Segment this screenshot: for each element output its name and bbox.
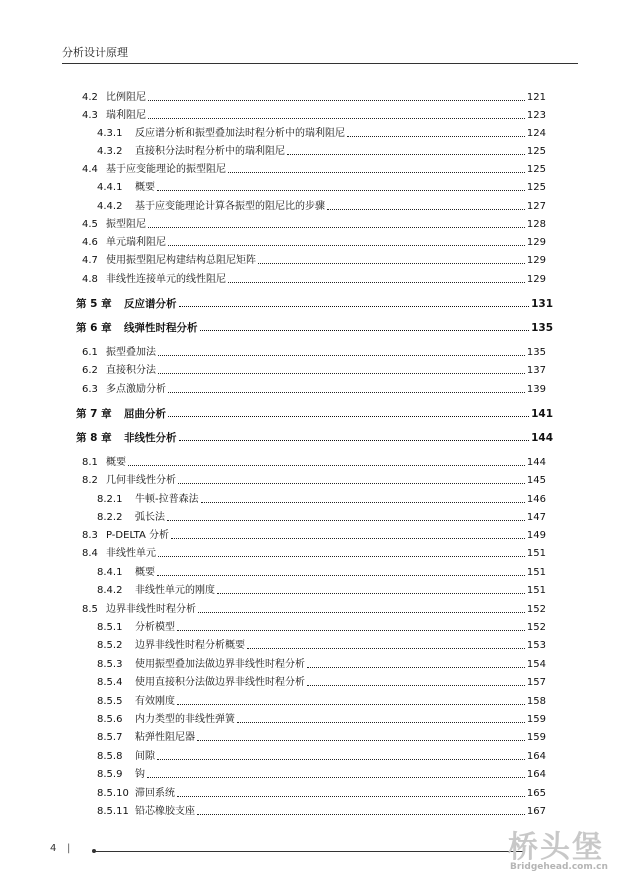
toc-title: 铅芯橡胶支座 (135, 806, 195, 817)
toc-leader-dots (177, 630, 525, 631)
toc-row[interactable] (82, 471, 546, 487)
toc-row[interactable] (97, 508, 546, 524)
toc-leader-dots (217, 593, 525, 594)
toc-leader-dots (158, 373, 525, 374)
toc-number: 8.4.2 (97, 585, 123, 596)
toc-number: 4.6 (82, 237, 98, 248)
toc-number: 8.5.10 (97, 788, 129, 799)
toc-title: 非线性单元 (106, 548, 156, 559)
toc-leader-dots (179, 306, 530, 307)
toc-leader-dots (327, 209, 525, 210)
toc-leader-dots (178, 483, 525, 484)
toc-page-number: 129 (526, 255, 546, 266)
footer-page-number: 4 (50, 843, 57, 854)
toc-row[interactable] (97, 178, 546, 194)
toc-row[interactable] (97, 124, 546, 140)
header-rule (62, 63, 578, 64)
toc-row[interactable] (82, 106, 546, 122)
toc-title: 反应谱分析 (124, 298, 177, 310)
toc-title: 振型阻尼 (106, 219, 146, 230)
toc-page-number: 135 (526, 347, 546, 358)
toc-number: 4.4.2 (97, 201, 123, 212)
toc-number: 4.2 (82, 92, 98, 103)
toc-leader-dots (167, 520, 525, 521)
toc-page-number: 146 (526, 494, 546, 505)
toc-page-number: 158 (526, 696, 546, 707)
toc-leader-dots (148, 100, 525, 101)
toc-row[interactable] (97, 197, 546, 213)
toc-leader-dots (168, 392, 525, 393)
toc-title: 间隙 (135, 751, 155, 762)
toc-page-number: 159 (526, 732, 546, 743)
toc-number: 8.5.3 (97, 659, 123, 670)
toc-title: 直接积分法 (106, 365, 156, 376)
toc-title: 非线性分析 (124, 432, 177, 444)
toc-page-number: 153 (526, 640, 546, 651)
toc-page-number: 151 (526, 585, 546, 596)
toc-leader-dots (201, 502, 525, 503)
toc-number: 8.5.5 (97, 696, 123, 707)
toc-title: 概要 (135, 182, 155, 193)
toc-number: 8.5 (82, 604, 98, 615)
toc-number: 8.5.6 (97, 714, 123, 725)
toc-title: 使用振型阻尼构建结构总阻尼矩阵 (106, 255, 256, 266)
toc-title: 弧长法 (135, 512, 165, 523)
toc-leader-dots (197, 740, 525, 741)
toc-page-number: 124 (526, 128, 546, 139)
toc-page-number: 152 (526, 622, 546, 633)
toc-page-number: 164 (526, 769, 546, 780)
toc-page-number: 131 (531, 298, 553, 310)
toc-title: 瑞利阻尼 (106, 110, 146, 121)
toc-leader-dots (228, 172, 525, 173)
toc-page-number: 129 (526, 274, 546, 285)
toc-title: 非线性单元的刚度 (135, 585, 215, 596)
watermark-logo (508, 822, 618, 878)
toc-number: 8.5.1 (97, 622, 123, 633)
toc-row[interactable] (82, 526, 546, 542)
toc-number: 8.1 (82, 457, 98, 468)
toc-page-number: 125 (526, 164, 546, 175)
toc-title: 单元瑞利阻尼 (106, 237, 166, 248)
toc-chapter-row[interactable] (76, 318, 553, 334)
toc-number: 4.8 (82, 274, 98, 285)
toc-row[interactable] (82, 600, 546, 616)
toc-leader-dots (171, 538, 525, 539)
toc-page-number: 141 (531, 408, 553, 420)
toc-number: 6.2 (82, 365, 98, 376)
toc-row[interactable] (97, 784, 546, 800)
toc-row[interactable] (82, 233, 546, 249)
toc-row[interactable] (82, 453, 546, 469)
toc-title: 线弹性时程分析 (124, 322, 198, 334)
toc-leader-dots (147, 777, 525, 778)
toc-page-number: 135 (531, 322, 553, 334)
toc-leader-dots (148, 227, 525, 228)
toc-row[interactable] (82, 251, 546, 267)
toc-title: 非线性连接单元的线性阻尼 (106, 274, 226, 285)
toc-number: 8.5.8 (97, 751, 123, 762)
toc-page-number: 128 (526, 219, 546, 230)
toc-page-number: 127 (526, 201, 546, 212)
toc-number: 4.4 (82, 164, 98, 175)
toc-title: 使用振型叠加法做边界非线性时程分析 (135, 659, 305, 670)
toc-leader-dots (157, 575, 525, 576)
toc-leader-dots (158, 355, 525, 356)
toc-leader-dots (177, 796, 525, 797)
toc-title: 多点激励分析 (106, 384, 166, 395)
toc-page-number: 144 (526, 457, 546, 468)
toc-leader-dots (198, 612, 525, 613)
toc-row[interactable] (82, 361, 546, 377)
toc-title: 几何非线性分析 (106, 475, 176, 486)
toc-page-number: 129 (526, 237, 546, 248)
toc-page-number: 164 (526, 751, 546, 762)
toc-leader-dots (258, 263, 525, 264)
toc-number: 6.3 (82, 384, 98, 395)
toc-number: 第 7 章 (76, 408, 112, 420)
toc-title: 基于应变能理论的振型阻尼 (106, 164, 226, 175)
toc-row[interactable] (82, 88, 546, 104)
toc-number: 第 8 章 (76, 432, 112, 444)
toc-title: 概要 (135, 567, 155, 578)
toc-page-number: 121 (526, 92, 546, 103)
toc-title: 直接积分法时程分析中的瑞利阻尼 (135, 146, 285, 157)
toc-leader-dots (247, 648, 525, 649)
toc-number: 8.5.4 (97, 677, 123, 688)
toc-title: 基于应变能理论计算各振型的阻尼比的步骤 (135, 201, 325, 212)
toc-row[interactable] (97, 655, 546, 671)
toc-leader-dots (128, 465, 525, 466)
toc-row[interactable] (97, 618, 546, 634)
toc-leader-dots (168, 245, 525, 246)
toc-row[interactable] (97, 765, 546, 781)
toc-leader-dots (168, 416, 529, 417)
toc-page-number: 147 (526, 512, 546, 523)
toc-leader-dots (179, 440, 530, 441)
toc-leader-dots (228, 282, 525, 283)
toc-page-number: 123 (526, 110, 546, 121)
toc-row[interactable] (82, 160, 546, 176)
toc-page-number: 144 (531, 432, 553, 444)
toc-number: 8.2.2 (97, 512, 123, 523)
toc-number: 8.4 (82, 548, 98, 559)
toc-leader-dots (347, 136, 525, 137)
toc-number: 4.3.1 (97, 128, 123, 139)
toc-page-number: 125 (526, 182, 546, 193)
toc-row[interactable] (97, 673, 546, 689)
toc-row[interactable] (97, 581, 546, 597)
toc-chapter-row[interactable] (76, 404, 553, 420)
toc-number: 第 5 章 (76, 298, 112, 310)
toc-number: 4.7 (82, 255, 98, 266)
toc-row[interactable] (97, 142, 546, 158)
watermark-text: 桥头堡 (508, 830, 604, 865)
toc-row[interactable] (97, 490, 546, 506)
footer-rule (94, 851, 524, 852)
toc-row[interactable] (82, 544, 546, 560)
toc-page-number: 159 (526, 714, 546, 725)
toc-page-number: 139 (526, 384, 546, 395)
toc-page-number: 167 (526, 806, 546, 817)
toc-row[interactable] (97, 563, 546, 579)
toc-number: 8.5.7 (97, 732, 123, 743)
toc-title: 使用直接积分法做边界非线性时程分析 (135, 677, 305, 688)
toc-page-number: 137 (526, 365, 546, 376)
toc-row[interactable] (82, 215, 546, 231)
toc-leader-dots (158, 556, 525, 557)
toc-number: 4.4.1 (97, 182, 123, 193)
toc-title: 振型叠加法 (106, 347, 156, 358)
toc-page-number: 149 (526, 530, 546, 541)
toc-title: 屈曲分析 (124, 408, 166, 420)
toc-page-number: 157 (526, 677, 546, 688)
toc-leader-dots (148, 118, 525, 119)
toc-number: 8.2.1 (97, 494, 123, 505)
toc-number: 6.1 (82, 347, 98, 358)
toc-leader-dots (307, 667, 525, 668)
toc-leader-dots (200, 330, 530, 331)
toc-number: 第 6 章 (76, 322, 112, 334)
toc-number: 4.5 (82, 219, 98, 230)
toc-row[interactable] (82, 270, 546, 286)
toc-title: 粘弹性阻尼器 (135, 732, 195, 743)
toc-page-number: 154 (526, 659, 546, 670)
header-title: 分析设计原理 (62, 46, 128, 59)
toc-number: 4.3.2 (97, 146, 123, 157)
toc-title: 钩 (135, 769, 145, 780)
toc-title: 边界非线性时程分析概要 (135, 640, 245, 651)
toc-row[interactable] (97, 747, 546, 763)
toc-page-number: 151 (526, 567, 546, 578)
toc-number: 8.5.9 (97, 769, 123, 780)
toc-leader-dots (157, 759, 525, 760)
toc-number: 8.5.2 (97, 640, 123, 651)
toc-page-number: 125 (526, 146, 546, 157)
toc-leader-dots (197, 814, 525, 815)
toc-chapter-row[interactable] (76, 294, 553, 310)
toc-page-number: 152 (526, 604, 546, 615)
toc-number: 8.2 (82, 475, 98, 486)
toc-title: 反应谱分析和振型叠加法时程分析中的瑞利阻尼 (135, 128, 345, 139)
toc-row[interactable] (97, 802, 546, 818)
toc-leader-dots (287, 154, 525, 155)
toc-row[interactable] (82, 380, 546, 396)
footer-separator: | (67, 843, 71, 854)
toc-row[interactable] (97, 710, 546, 726)
toc-leader-dots (177, 704, 525, 705)
toc-row[interactable] (97, 636, 546, 652)
watermark-url: Bridgehead.com.cn (510, 862, 608, 872)
toc-title: P-DELTA 分析 (106, 530, 169, 541)
toc-number: 8.4.1 (97, 567, 123, 578)
toc-title: 有效刚度 (135, 696, 175, 707)
toc-row[interactable] (82, 343, 546, 359)
toc-number: 4.3 (82, 110, 98, 121)
toc-page-number: 151 (526, 548, 546, 559)
toc-title: 边界非线性时程分析 (106, 604, 196, 615)
toc-title: 比例阻尼 (106, 92, 146, 103)
toc-title: 概要 (106, 457, 126, 468)
toc-page-number: 145 (526, 475, 546, 486)
toc-row[interactable] (97, 728, 546, 744)
toc-row[interactable] (97, 692, 546, 708)
toc-chapter-row[interactable] (76, 428, 553, 444)
toc-leader-dots (157, 190, 525, 191)
toc-title: 牛顿-拉普森法 (135, 494, 199, 505)
toc-leader-dots (237, 722, 525, 723)
toc-leader-dots (307, 685, 525, 686)
toc-page-number: 165 (526, 788, 546, 799)
toc-title: 分析模型 (135, 622, 175, 633)
toc-number: 8.3 (82, 530, 98, 541)
toc-title: 内力类型的非线性弹簧 (135, 714, 235, 725)
toc-number: 8.5.11 (97, 806, 129, 817)
toc-title: 滞回系统 (135, 788, 175, 799)
